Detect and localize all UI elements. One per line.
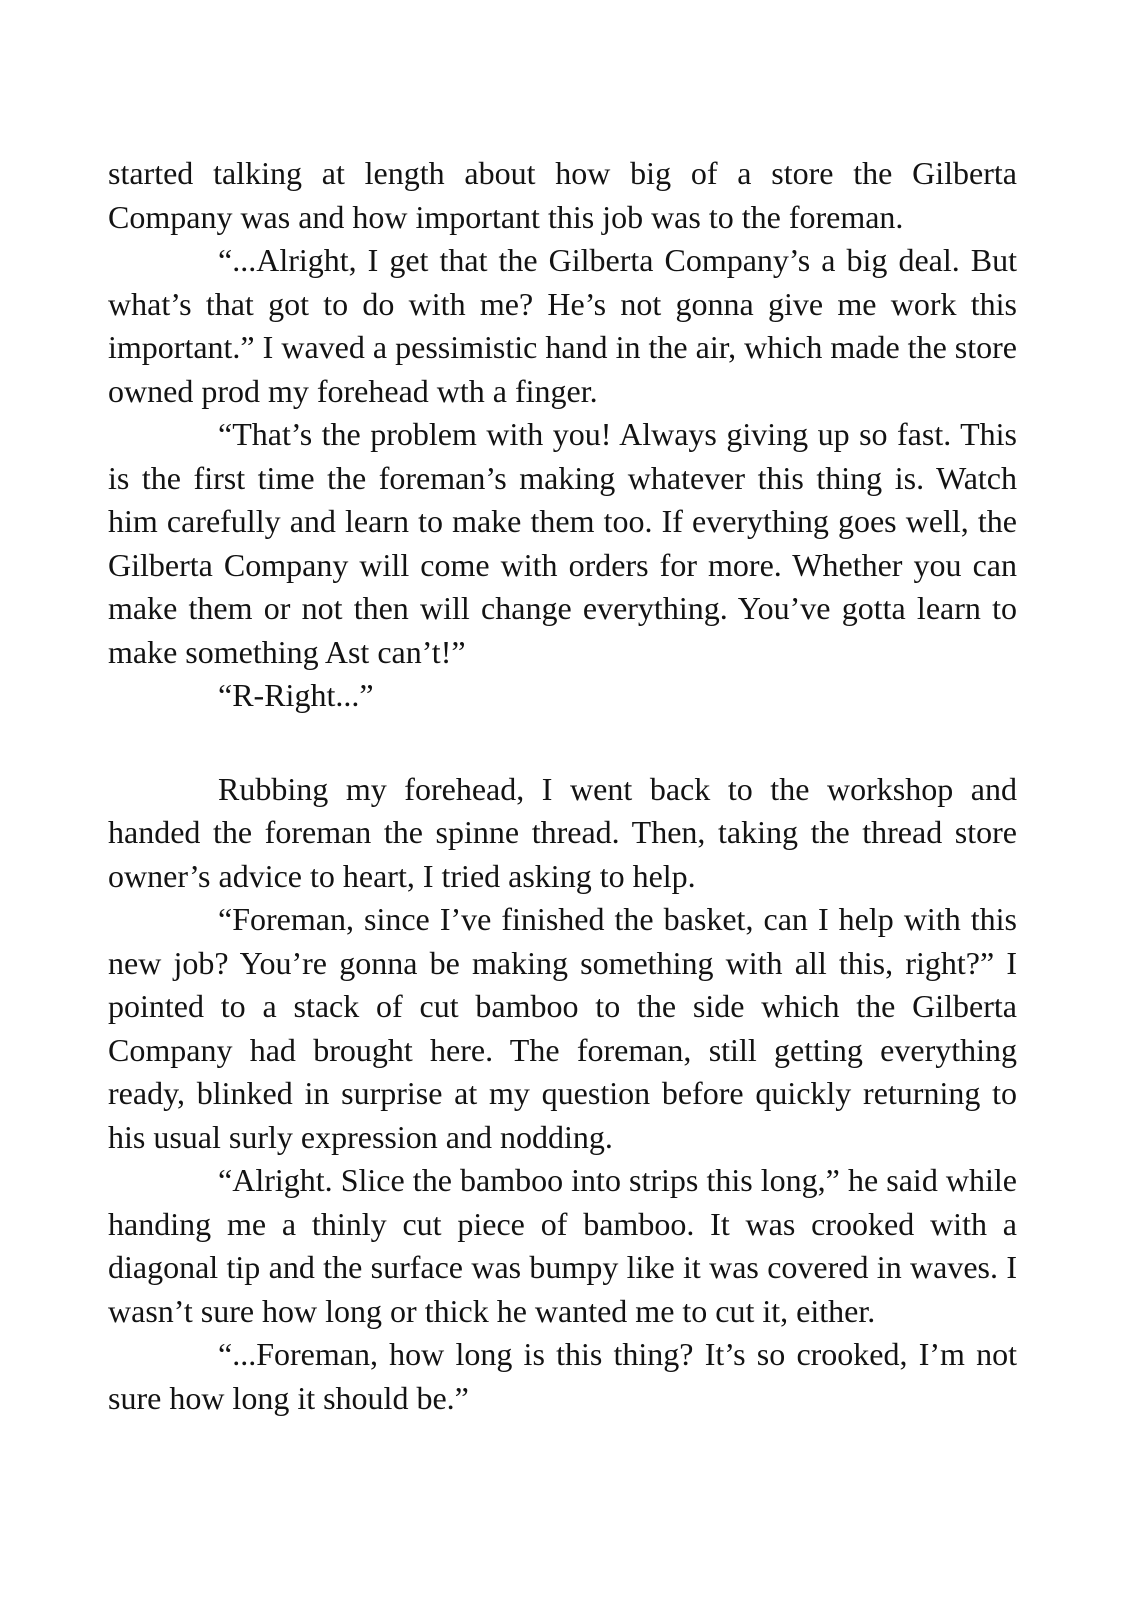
paragraph: started talking at length about how big of a store the Gilberta Company was and how important this job was to the foreman.: [108, 155, 1017, 235]
paragraph: “Alright. Slice the bamboo into strips this long,” he said while handing me a thinly cut piece of bamboo. It was crooked with a diagonal tip and the surface was bumpy like it was covered in waves. I wasn’t sure how long or thick he wanted me to cut it, either.: [108, 1162, 1017, 1329]
paragraph: “That’s the problem with you! Always giving up so fast. This is the first time the foreman’s making whatever this thing is. Watch him carefully and learn to make them too. If everything goes well, the Gilberta Company will come with orders for more. Whether you can make them or not then will change everything. You’ve gotta learn to make something Ast can’t!”: [108, 416, 1017, 670]
paragraph: “R-Right...”: [218, 677, 374, 713]
paragraph: “...Alright, I get that the Gilberta Company’s a big deal. But what’s that got to do with me? He’s not gonna give me work this important.” I waved a pessimistic hand in the air, which made the store owned prod my forehead wth a finger.: [108, 242, 1017, 409]
paragraph: “...Foreman, how long is this thing? It’s so crooked, I’m not sure how long it should be.”: [108, 1336, 1017, 1416]
page-text: [108, 152, 1017, 1420]
paragraph: “Foreman, since I’ve finished the basket, can I help with this new job? You’re gonna be making something with all this, right?” I pointed to a stack of cut bamboo to the side which the Gilberta Company had brought here. The foreman, still getting everything ready, blinked in surprise at my question before quickly returning to his usual surly expression and nodding.: [108, 901, 1017, 1155]
paragraph: Rubbing my forehead, I went back to the workshop and handed the foreman the spinne thread. Then, taking the thread store owner’s advice to heart, I tried asking to help.: [108, 770, 1017, 894]
